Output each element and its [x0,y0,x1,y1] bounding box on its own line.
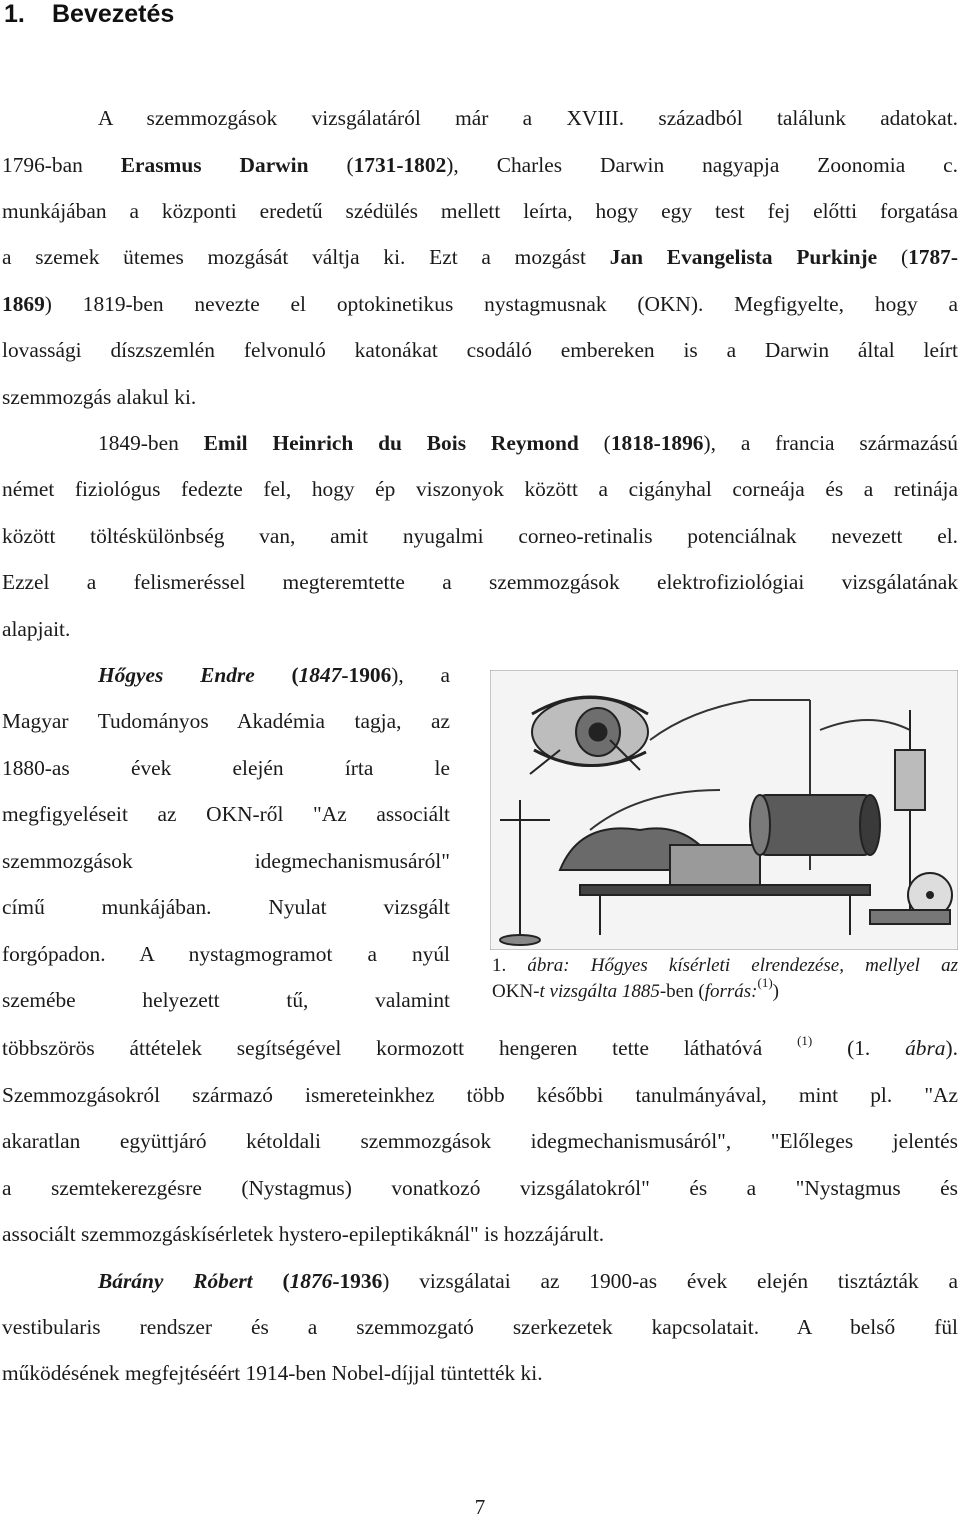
p4-line-3: működésének megfejtéséért 1914-ben Nobel-díjjal tüntették ki. [2,1361,543,1385]
p3-line-8: szemébe helyezett tű, valamint [2,988,450,1012]
p3-line-5: szemmozgások idegmechanismusáról" [2,849,450,873]
p4-line-1: Bárány Róbert (1876-1936) vizsgálatai az 1900-as évek elején tisztázták a [98,1269,958,1293]
p3-line-1: Hőgyes Endre (1847-1906), a [98,663,450,687]
p3-line-3: 1880-as évek elején írta le [2,756,450,780]
apparatus-illustration [490,670,958,950]
p1-line-5: 1869) 1819-ben nevezte el optokinetikus nystagmusnak (OKN). Megfigyelte, hogy a [2,292,958,316]
section-heading [4,0,174,32]
p3-line-12: a szemtekerezgésre (Nystagmus) vonatkozó vizsgálatokról" és a "Nystagmus és [2,1176,958,1200]
p1-line-1: A szemmozgások vizsgálatáról már a XVIII. századból találunk adatokat. [98,106,958,130]
p3-line-2: Magyar Tudományos Akadémia tagja, az [2,709,450,733]
p1-line-3: munkájában a központi eredetű szédülés mellett leírta, hogy egy test fej előtti forgatása [2,199,958,223]
p2-line-5: alapjait. [2,617,71,641]
p3-line-7: forgópadon. A nystagmogramot a nyúl [2,942,450,966]
p3-line-6: című munkájában. Nyulat vizsgált [2,895,450,919]
p2-line-3: között töltéskülönbség van, amit nyugalmi corneo-retinalis potenciálnak nevezett el. [2,524,958,548]
apparatus-drawing [490,670,958,950]
smoked-cylinder [750,795,880,855]
section-number: 1. [4,0,25,28]
p1-line-2: 1796-ban Erasmus Darwin (1731-1802), Charles Darwin nagyapja Zoonomia c. [2,153,959,177]
p1-line-6: lovassági díszszemlén felvonuló katonákat csodáló embereken is a Darwin által leírt [2,338,958,362]
p2-line-4: Ezzel a felismeréssel megteremtette a szemmozgások elektrofiziológiai vizsgálatának [2,570,958,594]
p1-line-4: a szemek ütemes mozgását váltja ki. Ezt a mozgást Jan Evangelista Purkinje (1787- [2,245,958,269]
figure-caption-line-1: 1. ábra: Hőgyes kísérleti elrendezése, mellyel az [492,955,959,976]
p3-line-13: associált szemmozgáskísérletek hystero-epileptikáknál" is hozzájárult. [2,1222,605,1246]
p4-line-2: vestibularis rendszer és a szemmozgató szerkezetek kapcsolatait. A belső fül [2,1315,958,1339]
p1-line-7: szemmozgás alakul ki. [2,385,197,409]
p2-line-1: 1849-ben Emil Heinrich du Bois Reymond (1818-1896), a francia származású [98,431,958,455]
p3-line-11: akaratlan együttjáró kétoldali szemmozgások idegmechanismusáról", "Előleges jelentés [2,1129,958,1153]
p3-line-9: többszörös áttételek segítségével kormozott hengeren tette láthatóvá $^{(1)}$ (1. ábra). [2,1033,958,1060]
section-title: Bevezetés [52,0,175,28]
figure-caption-line-2: OKN-t vizsgálta 1885-ben (forrás:$^{(1)}$) [492,975,779,1002]
p2-line-2: német fiziológus fedezte fel, hogy ép viszonyok között a cigányhal corneája és a retinája [2,477,958,501]
p3-line-10: Szemmozgásokról származó ismereteinkhez több későbbi tanulmányával, mint pl. "Az [2,1083,958,1107]
citation-marker: (1) [797,1033,813,1048]
page-number: 7 [474,1495,486,1519]
p3-line-4: megfigyeléseit az OKN-ről "Az associált [2,802,450,826]
caption-citation: (1) [757,975,773,990]
